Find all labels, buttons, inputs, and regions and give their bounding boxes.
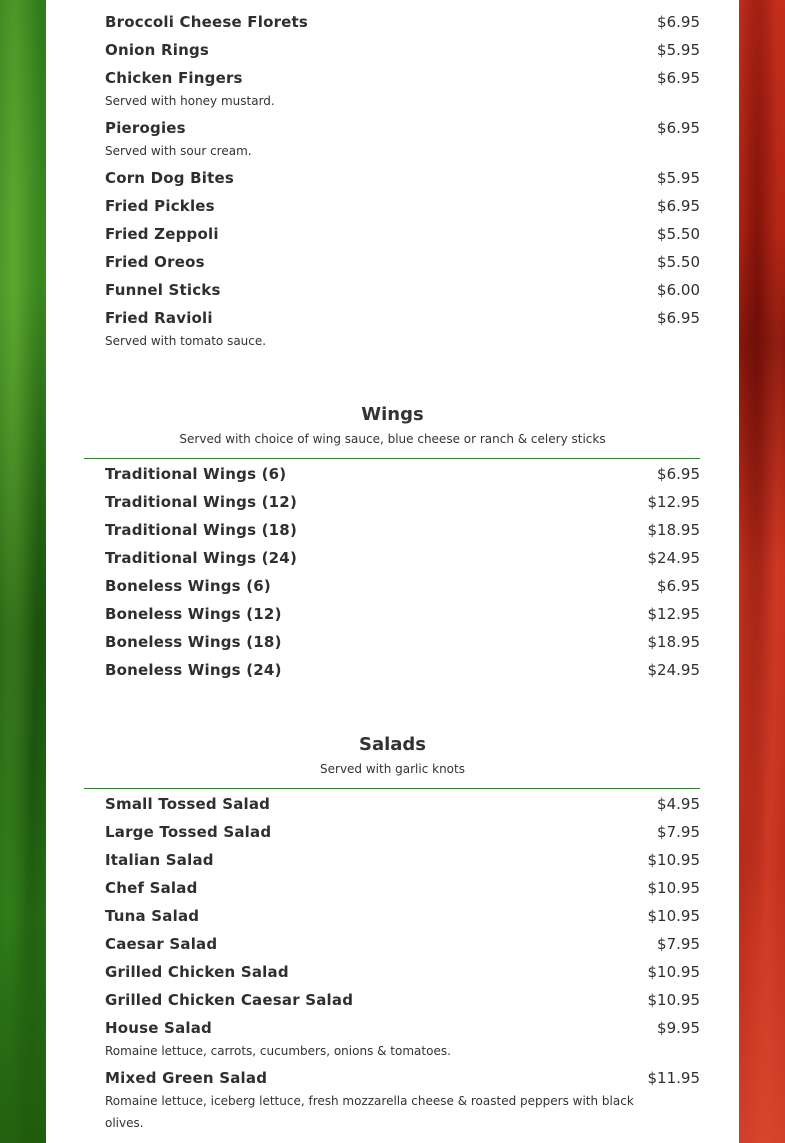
menu-item	[105, 548, 700, 568]
menu-item	[105, 224, 700, 244]
item-name: Traditional Wings (6)	[105, 465, 287, 483]
item-name: Corn Dog Bites	[105, 169, 234, 187]
menu-item	[105, 280, 700, 300]
item-name: Caesar Salad	[105, 935, 218, 953]
menu-item	[105, 12, 700, 32]
item-name: Broccoli Cheese Florets	[105, 13, 309, 31]
item-price: $4.95	[657, 795, 700, 813]
item-name: House Salad	[105, 1019, 212, 1037]
item-price: $12.95	[647, 493, 700, 511]
item-price: $6.95	[657, 119, 700, 137]
menu-item	[105, 934, 700, 954]
item-price: $9.95	[657, 1019, 700, 1037]
menu-item	[105, 464, 700, 484]
menu-item	[105, 1018, 700, 1038]
item-description: Romaine lettuce, carrots, cucumbers, onions & tomatoes.	[105, 1044, 451, 1058]
item-price: $12.95	[647, 605, 700, 623]
menu-item	[105, 632, 700, 652]
menu-item	[105, 906, 700, 926]
item-price: $24.95	[647, 549, 700, 567]
item-name: Mixed Green Salad	[105, 1069, 268, 1087]
menu-item	[105, 990, 700, 1010]
item-price: $5.50	[657, 225, 700, 243]
section-subtitle-wings: Served with choice of wing sauce, blue cheese or ranch & celery sticks	[179, 432, 606, 446]
item-name: Chicken Fingers	[105, 69, 243, 87]
item-name: Italian Salad	[105, 851, 214, 869]
item-name: Boneless Wings (24)	[105, 661, 282, 679]
item-name: Fried Ravioli	[105, 309, 213, 327]
section-divider	[84, 788, 700, 789]
menu-item	[105, 40, 700, 60]
item-name: Large Tossed Salad	[105, 823, 272, 841]
item-name: Grilled Chicken Caesar Salad	[105, 991, 354, 1009]
red-texture-band	[739, 0, 785, 1143]
item-price: $6.95	[657, 13, 700, 31]
item-name: Fried Oreos	[105, 253, 205, 271]
item-name: Boneless Wings (6)	[105, 577, 271, 595]
item-price: $6.95	[657, 465, 700, 483]
item-name: Traditional Wings (18)	[105, 521, 298, 539]
item-name: Boneless Wings (12)	[105, 605, 282, 623]
section-title-wings: Wings	[361, 404, 424, 425]
item-name: Traditional Wings (12)	[105, 493, 298, 511]
menu-item	[105, 118, 700, 138]
menu-item	[105, 660, 700, 680]
item-description: Served with sour cream.	[105, 144, 252, 158]
menu-item	[105, 878, 700, 898]
item-name: Funnel Sticks	[105, 281, 221, 299]
item-name: Pierogies	[105, 119, 186, 137]
item-price: $5.50	[657, 253, 700, 271]
section-divider	[84, 458, 700, 459]
item-name: Fried Zeppoli	[105, 225, 219, 243]
item-price: $18.95	[647, 633, 700, 651]
menu-item	[105, 196, 700, 216]
menu-item	[105, 604, 700, 624]
menu-item	[105, 492, 700, 512]
item-description: Romaine lettuce, iceberg lettuce, fresh mozzarella cheese & roasted peppers with black olives.	[105, 1094, 634, 1130]
item-name: Boneless Wings (18)	[105, 633, 282, 651]
menu-item	[105, 822, 700, 842]
menu-item	[105, 794, 700, 814]
item-price: $10.95	[647, 963, 700, 981]
item-price: $6.95	[657, 197, 700, 215]
item-price: $5.95	[657, 169, 700, 187]
menu-item	[105, 168, 700, 188]
item-name: Small Tossed Salad	[105, 795, 271, 813]
item-price: $24.95	[647, 661, 700, 679]
item-price: $5.95	[657, 41, 700, 59]
item-price: $18.95	[647, 521, 700, 539]
menu-item	[105, 962, 700, 982]
item-description: Served with honey mustard.	[105, 94, 275, 108]
item-price: $10.95	[647, 907, 700, 925]
green-texture-band	[0, 0, 46, 1143]
item-price: $7.95	[657, 823, 700, 841]
item-price: $6.95	[657, 309, 700, 327]
item-name: Chef Salad	[105, 879, 198, 897]
menu-item	[105, 576, 700, 596]
item-name: Traditional Wings (24)	[105, 549, 298, 567]
section-subtitle-salads: Served with garlic knots	[320, 762, 465, 776]
item-name: Fried Pickles	[105, 197, 215, 215]
item-price: $6.00	[657, 281, 700, 299]
menu-content	[46, 0, 739, 1143]
item-price: $6.95	[657, 577, 700, 595]
item-description: Served with tomato sauce.	[105, 334, 267, 348]
section-title-salads: Salads	[358, 734, 427, 755]
menu-item	[105, 68, 700, 88]
menu-item	[105, 520, 700, 540]
item-name: Grilled Chicken Salad	[105, 963, 289, 981]
item-name: Onion Rings	[105, 41, 210, 59]
item-name: Tuna Salad	[105, 907, 200, 925]
item-price: $6.95	[657, 69, 700, 87]
item-price: $10.95	[647, 851, 700, 869]
item-price: $11.95	[647, 1069, 700, 1087]
item-price: $10.95	[647, 991, 700, 1009]
menu-item	[105, 850, 700, 870]
menu-item	[105, 252, 700, 272]
item-price: $10.95	[647, 879, 700, 897]
item-price: $7.95	[657, 935, 700, 953]
menu-item	[105, 1068, 700, 1088]
menu-item	[105, 308, 700, 328]
